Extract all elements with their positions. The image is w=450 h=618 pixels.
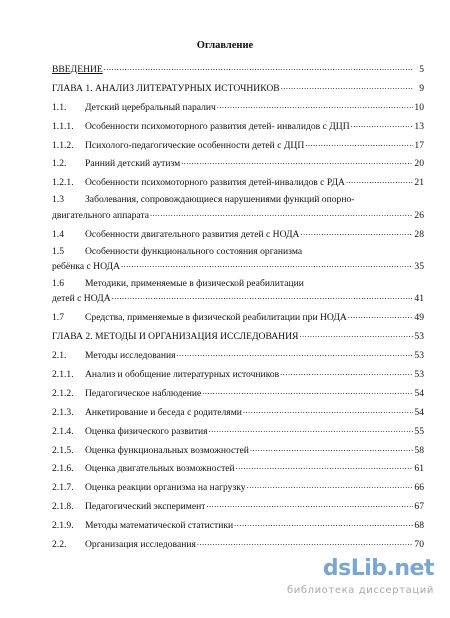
toc-entry-number: 2.1.1.: [52, 368, 74, 380]
toc-entry[interactable]: [52, 175, 424, 194]
toc-leader-dots: [305, 138, 413, 148]
toc-entry-number: 2.2.: [52, 538, 67, 550]
toc-entry-text: Ранний детский аутизм: [85, 158, 181, 170]
table-of-contents: [52, 62, 424, 556]
toc-entry[interactable]: [52, 518, 424, 537]
toc-entry-number: 1.2.: [52, 158, 67, 170]
toc-entry-continuation[interactable]: [52, 259, 424, 278]
toc-entry-text: Оценка функциональных возможностей: [85, 444, 249, 456]
toc-entry-text: ребёнка с НОДА: [52, 261, 121, 273]
toc-entry-text: Педагогическое наблюдение: [85, 387, 202, 399]
watermark-logo-dot: .: [386, 556, 395, 581]
toc-page-number: 17: [414, 139, 424, 151]
watermark-logo-main: dsLib: [322, 556, 387, 581]
toc-page-number: 26: [414, 209, 424, 221]
toc-page-number: 49: [414, 312, 424, 324]
toc-entry-number: 1.3: [52, 194, 64, 206]
toc-page-number: 41: [414, 293, 424, 305]
toc-entry-text: Педагогический эксперимент: [85, 501, 206, 513]
toc-entry-number: 2.1.4.: [52, 425, 74, 437]
toc-entry-number: 2.1.5.: [52, 444, 74, 456]
toc-entry-number: 1.1.: [52, 101, 67, 113]
toc-entry-text: ВВЕДЕНИЕ: [52, 64, 103, 75]
toc-page-number: 54: [414, 387, 424, 399]
toc-leader-dots: [281, 81, 413, 91]
toc-leader-dots: [177, 348, 413, 358]
toc-entry-text: детей с НОДА: [52, 293, 111, 305]
toc-entry-continuation[interactable]: [52, 208, 424, 227]
toc-entry-number: 2.1.9.: [52, 520, 74, 532]
toc-entry-text: Методы математической статистики: [85, 520, 234, 532]
toc-entry[interactable]: [52, 227, 424, 246]
toc-entry-text: Организация исследования: [85, 538, 196, 550]
toc-entry[interactable]: [52, 138, 424, 157]
toc-page-number: 13: [414, 120, 424, 132]
toc-entry[interactable]: [52, 367, 424, 386]
toc-entry-text: Методы исследования: [85, 350, 176, 362]
toc-entry[interactable]: [52, 424, 424, 443]
toc-leader-dots: [351, 119, 413, 129]
toc-leader-dots: [250, 443, 413, 453]
toc-leader-dots: [234, 518, 413, 528]
toc-entry-text: ГЛАВА 2. МЕТОДЫ И ОРГАНИЗАЦИЯ ИССЛЕДОВАНИЯ: [52, 331, 299, 343]
toc-entry-number: 2.1.3.: [52, 406, 74, 418]
toc-entry[interactable]: [52, 386, 424, 405]
toc-entry-number: 2.1.8.: [52, 501, 74, 513]
toc-entry[interactable]: [52, 100, 424, 119]
toc-entry-number: 1.5: [52, 245, 64, 257]
toc-entry[interactable]: [52, 348, 424, 367]
toc-entry-text: Особенности двигательного развития детей с НОДА: [85, 228, 300, 240]
toc-entry[interactable]: [52, 443, 424, 462]
toc-entry-text: Особенности психомоторного развития детей-инвалидов с РДА: [85, 177, 345, 189]
toc-leader-dots: [247, 480, 413, 490]
toc-leader-dots: [346, 175, 413, 185]
toc-entry-text: Особенности психомоторного развития детей- инвалидов с ДЦП: [85, 120, 350, 132]
toc-entry[interactable]: [52, 329, 424, 348]
toc-page-number: 68: [414, 520, 424, 532]
toc-entry-text: Анализ и обобщение литературных источников: [85, 368, 280, 380]
toc-entry-number: 1.4: [52, 228, 64, 240]
toc-page-number: 21: [414, 177, 424, 189]
toc-page-number: 70: [414, 538, 424, 550]
toc-leader-dots: [202, 386, 413, 396]
toc-leader-dots: [112, 291, 413, 301]
toc-leader-dots: [197, 537, 413, 547]
toc-leader-dots: [150, 208, 413, 218]
toc-entry[interactable]: [52, 499, 424, 518]
toc-entry[interactable]: [52, 480, 424, 499]
watermark-subtitle: библиотека диссертаций: [286, 585, 434, 596]
toc-entry-continuation[interactable]: [52, 291, 424, 310]
toc-entry[interactable]: [52, 310, 424, 329]
toc-entry[interactable]: [52, 119, 424, 138]
toc-page-number: 58: [414, 444, 424, 456]
toc-leader-dots: [243, 405, 413, 415]
toc-page-number: 54: [414, 406, 424, 418]
page-title: Оглавление: [196, 40, 254, 51]
toc-entry-text: Средства, применяемые в физической реабилитации при НОДА: [85, 312, 347, 324]
toc-page-number: 53: [414, 350, 424, 362]
toc-entry-text: двигательного аппарата: [52, 209, 149, 221]
toc-page-number: 53: [414, 368, 424, 380]
toc-leader-dots: [209, 424, 413, 434]
toc-entry[interactable]: [52, 246, 424, 260]
toc-page-number: 9: [419, 82, 424, 94]
toc-entry-text: Анкетирование и беседа с родителями: [85, 406, 242, 418]
toc-entry[interactable]: [52, 405, 424, 424]
toc-leader-dots: [206, 499, 413, 509]
toc-entry[interactable]: [52, 194, 424, 208]
toc-entry-number: 1.1.1.: [52, 120, 74, 132]
toc-entry[interactable]: [52, 537, 424, 556]
toc-entry-text: Заболевания, сопровождающиеся нарушениями функций опорно-: [85, 194, 355, 206]
toc-entry-text: Особенности функционального состояния организма: [85, 245, 303, 257]
toc-entry-number: 1.7: [52, 312, 64, 324]
toc-page-number: 67: [414, 501, 424, 513]
toc-entry-text: Оценка реакции организма на нагрузку: [85, 482, 246, 494]
toc-entry-text: Детский церебральный паралич: [85, 101, 216, 113]
toc-entry-text: Оценка двигательных возможностей: [85, 463, 235, 475]
toc-leader-dots: [104, 62, 413, 72]
toc-entry-number: 1.6: [52, 277, 64, 289]
toc-entry[interactable]: [52, 62, 424, 81]
toc-leader-dots: [121, 259, 413, 269]
toc-page-number: 55: [414, 425, 424, 437]
toc-entry-number: 2.1.2.: [52, 387, 74, 399]
toc-entry-number: 1.2.1.: [52, 177, 74, 189]
toc-page-number: 28: [414, 228, 424, 240]
toc-entry-number: 2.1.6.: [52, 463, 74, 475]
toc-page-number: 53: [414, 331, 424, 343]
toc-leader-dots: [181, 156, 413, 166]
toc-entry-text: Оценка физического развития: [85, 425, 208, 437]
toc-page-number: 5: [419, 64, 424, 75]
toc-entry[interactable]: [52, 156, 424, 175]
toc-leader-dots: [236, 461, 413, 471]
toc-page-number: 61: [414, 463, 424, 475]
toc-page-number: 10: [414, 101, 424, 113]
toc-entry-number: 2.1.: [52, 350, 67, 362]
toc-leader-dots: [299, 329, 413, 339]
watermark-logo: [323, 556, 434, 581]
toc-entry-text: Психолого-педагогические особенности детей с ДЦП: [85, 139, 305, 151]
toc-entry[interactable]: [52, 81, 424, 100]
toc-page-number: 20: [414, 158, 424, 170]
toc-entry[interactable]: [52, 461, 424, 480]
toc-entry-number: 1.1.2.: [52, 139, 74, 151]
toc-page-number: 35: [414, 261, 424, 273]
toc-leader-dots: [348, 310, 413, 320]
toc-leader-dots: [280, 367, 413, 377]
toc-leader-dots: [217, 100, 413, 110]
toc-entry-text: ГЛАВА 1. АНАЛИЗ ЛИТЕРАТУРНЫХ ИСТОЧНИКОВ: [52, 82, 280, 94]
toc-entry-number: 2.1.7.: [52, 482, 74, 494]
watermark: [274, 556, 434, 604]
toc-entry[interactable]: [52, 278, 424, 292]
toc-entry-text: Методики, применяемые в физической реабилитации: [85, 277, 304, 289]
toc-page-number: 66: [414, 482, 424, 494]
toc-leader-dots: [301, 227, 414, 237]
watermark-logo-tld: net: [394, 556, 434, 581]
